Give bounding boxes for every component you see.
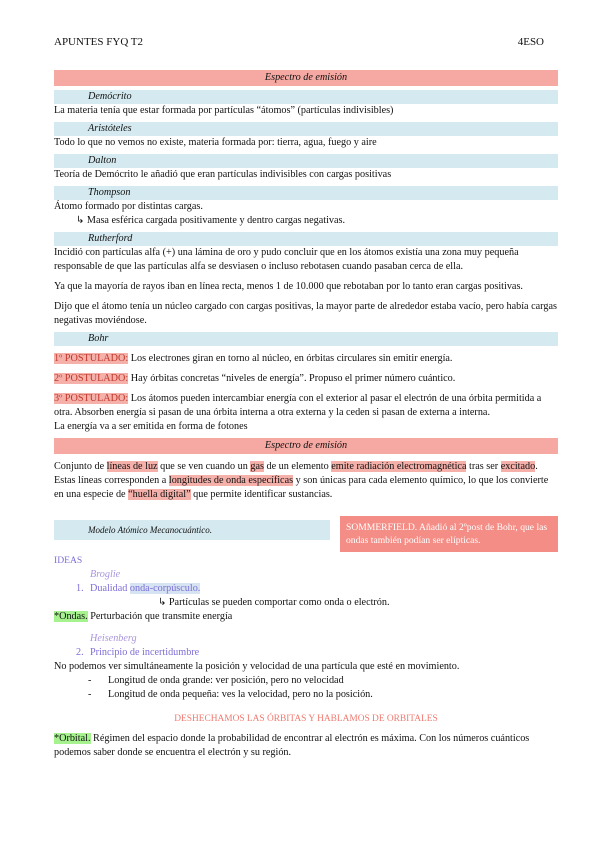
heading-dalton: Dalton bbox=[54, 154, 558, 168]
text-rutherford-2: Ya que la mayoría de rayos iban en línea recta, menos 1 de 10.000 que rebotaban por lo tanto eran cargas positivas. bbox=[54, 281, 523, 292]
highlight-radiacion: emite radiación electromagnética bbox=[331, 461, 467, 472]
list-item-incertidumbre bbox=[54, 646, 558, 660]
heading-bohr: Bohr bbox=[54, 332, 558, 346]
espectro-part: de un elemento bbox=[263, 461, 332, 472]
highlight-huella: “huella digital” bbox=[128, 489, 191, 500]
sommerfield-note: SOMMERFIELD. Añadió al 2ºpost de Bohr, que las ondas también podían ser elípticas. bbox=[340, 516, 558, 552]
dash-text: Longitud de onda pequeña: ves la velocidad, pero no la posición. bbox=[108, 689, 373, 700]
espectro-part: . Estas líneas corresponden a bbox=[54, 461, 538, 486]
heading-broglie: Broglie bbox=[90, 569, 121, 580]
subitem-arrow-icon: ↳ bbox=[158, 597, 169, 608]
bohr-postulado-1 bbox=[54, 352, 558, 366]
highlight-excitado: excitado bbox=[500, 461, 536, 472]
dash-bullet: - bbox=[88, 675, 92, 686]
text-thompson-sub bbox=[54, 214, 558, 228]
text-thompson: Átomo formado por distintas cargas. bbox=[54, 201, 203, 212]
text-aristoteles: Todo lo que no vemos no existe, materia formada por: tierra, agua, fuego y aire bbox=[54, 137, 377, 148]
heading-democrito: Demócrito bbox=[54, 90, 558, 104]
espectro-part: tras ser bbox=[466, 461, 501, 472]
bohr-postulado-3 bbox=[54, 392, 558, 420]
dash-item-2 bbox=[54, 688, 558, 702]
section-title-espectro: Espectro de emisión bbox=[54, 70, 558, 86]
heading-thompson: Thompson bbox=[54, 186, 558, 200]
bohr-postulado-2 bbox=[54, 372, 558, 386]
text-broglie-sub bbox=[54, 596, 558, 610]
heading-rutherford: Rutherford bbox=[54, 232, 558, 246]
postulado-2-label: 2º POSTULADO: bbox=[54, 373, 129, 384]
broglie-sub-text: Partículas se pueden comportar como onda o electrón. bbox=[168, 597, 390, 608]
heading-aristoteles: Aristóteles bbox=[54, 122, 558, 136]
espectro-part: y son únicas para cada elemento químico, lo que los convierte en una especie de bbox=[54, 475, 549, 500]
ideas-label: IDEAS bbox=[54, 555, 83, 566]
text-orbital bbox=[54, 732, 558, 760]
highlight-lineas-luz: líneas de luz bbox=[106, 461, 158, 472]
highlight-ondas: *Ondas. bbox=[54, 611, 88, 622]
postulado-3-label: 3º POSTULADO: bbox=[54, 393, 129, 404]
text-ondas bbox=[54, 610, 558, 624]
orbital-text: Régimen del espacio donde la probabilidad de encontrar al electrón es máxima. Con los números cuánticos podemos saber donde se encuentra el electrón y su región. bbox=[54, 733, 530, 758]
list-number: 2. bbox=[76, 647, 84, 658]
section-title-espectro-2: Espectro de emisión bbox=[54, 438, 558, 454]
espectro-part: Conjunto de bbox=[54, 461, 107, 472]
highlight-onda-corpusculo: onda-corpúsculo. bbox=[129, 583, 201, 594]
dualidad-text: Dualidad bbox=[90, 583, 130, 594]
postulado-1-label: 1º POSTULADO: bbox=[54, 353, 129, 364]
text-dalton: Teoría de Demócrito le añadió que eran partículas indivisibles con cargas positivas bbox=[54, 169, 392, 180]
subitem-arrow-icon: ↳ bbox=[76, 215, 87, 226]
text-rutherford-1: Incidió con partículas alfa (+) una lámina de oro y pudo concluir que en los átomos existía una zona muy pequeña responsable de que las partículas alfa se desviasen o incluso rebotasen cuando pasaban cerca de ella. bbox=[54, 247, 519, 272]
bohr-fotones: La energía va a ser emitida en forma de fotones bbox=[54, 421, 248, 432]
dash-item-1 bbox=[54, 674, 558, 688]
notes-content bbox=[54, 70, 558, 760]
heading-heisenberg: Heisenberg bbox=[90, 633, 137, 644]
header-course: APUNTES FYQ T2 bbox=[54, 36, 144, 48]
highlight-gas: gas bbox=[250, 461, 264, 472]
highlight-longitudes: longitudes de onda específicas bbox=[168, 475, 294, 486]
espectro-part: que se ven cuando un bbox=[157, 461, 251, 472]
text-rutherford-3: Dijo que el átomo tenía un núcleo cargado con cargas positivas, la mayor parte de alrededor estaba vacío, pero había cargas negativas moviéndose. bbox=[54, 301, 557, 326]
highlight-orbital: *Orbital. bbox=[54, 733, 91, 744]
heading-modelo: Modelo Atómico Mecanocuántico. bbox=[54, 520, 330, 540]
postulado-1-text: Los electrones giran en torno al núcleo, en órbitas circulares sin emitir energía. bbox=[128, 353, 453, 364]
dash-bullet: - bbox=[88, 689, 92, 700]
modelo-row bbox=[54, 516, 558, 554]
incertidumbre-text: Principio de incertidumbre bbox=[90, 647, 200, 658]
list-number: 1. bbox=[76, 583, 84, 594]
dash-text: Longitud de onda grande: ver posición, pero no velocidad bbox=[108, 675, 344, 686]
header-level: 4ESO bbox=[517, 36, 544, 48]
list-item-dualidad bbox=[54, 582, 558, 596]
text-democrito: La materia tenía que estar formada por partículas “átomos” (partículas indivisibles) bbox=[54, 105, 394, 116]
espectro-part: que permite identificar sustancias. bbox=[190, 489, 333, 500]
deshechamos-note: DESHECHAMOS LAS ÓRBITAS Y HABLAMOS DE ORBITALES bbox=[174, 714, 438, 724]
text-heisenberg: No podemos ver simultáneamente la posición y velocidad de una partícula que esté en movimiento. bbox=[54, 661, 460, 672]
postulado-2-text: Hay órbitas concretas “niveles de energía”. Propuso el primer número cuántico. bbox=[128, 373, 456, 384]
thompson-sub-text: Masa esférica cargada positivamente y dentro cargas negativas. bbox=[86, 215, 346, 226]
ondas-text: Perturbación que transmite energía bbox=[87, 611, 233, 622]
postulado-3-text: Los átomos pueden intercambiar energía con el exterior al pasar el electrón de una órbita permitida a otra. Absorben energía si pasan de una órbita interna a otra externa y la ceden si pasan de externa a interna. bbox=[54, 393, 542, 418]
text-espectro bbox=[54, 460, 558, 502]
